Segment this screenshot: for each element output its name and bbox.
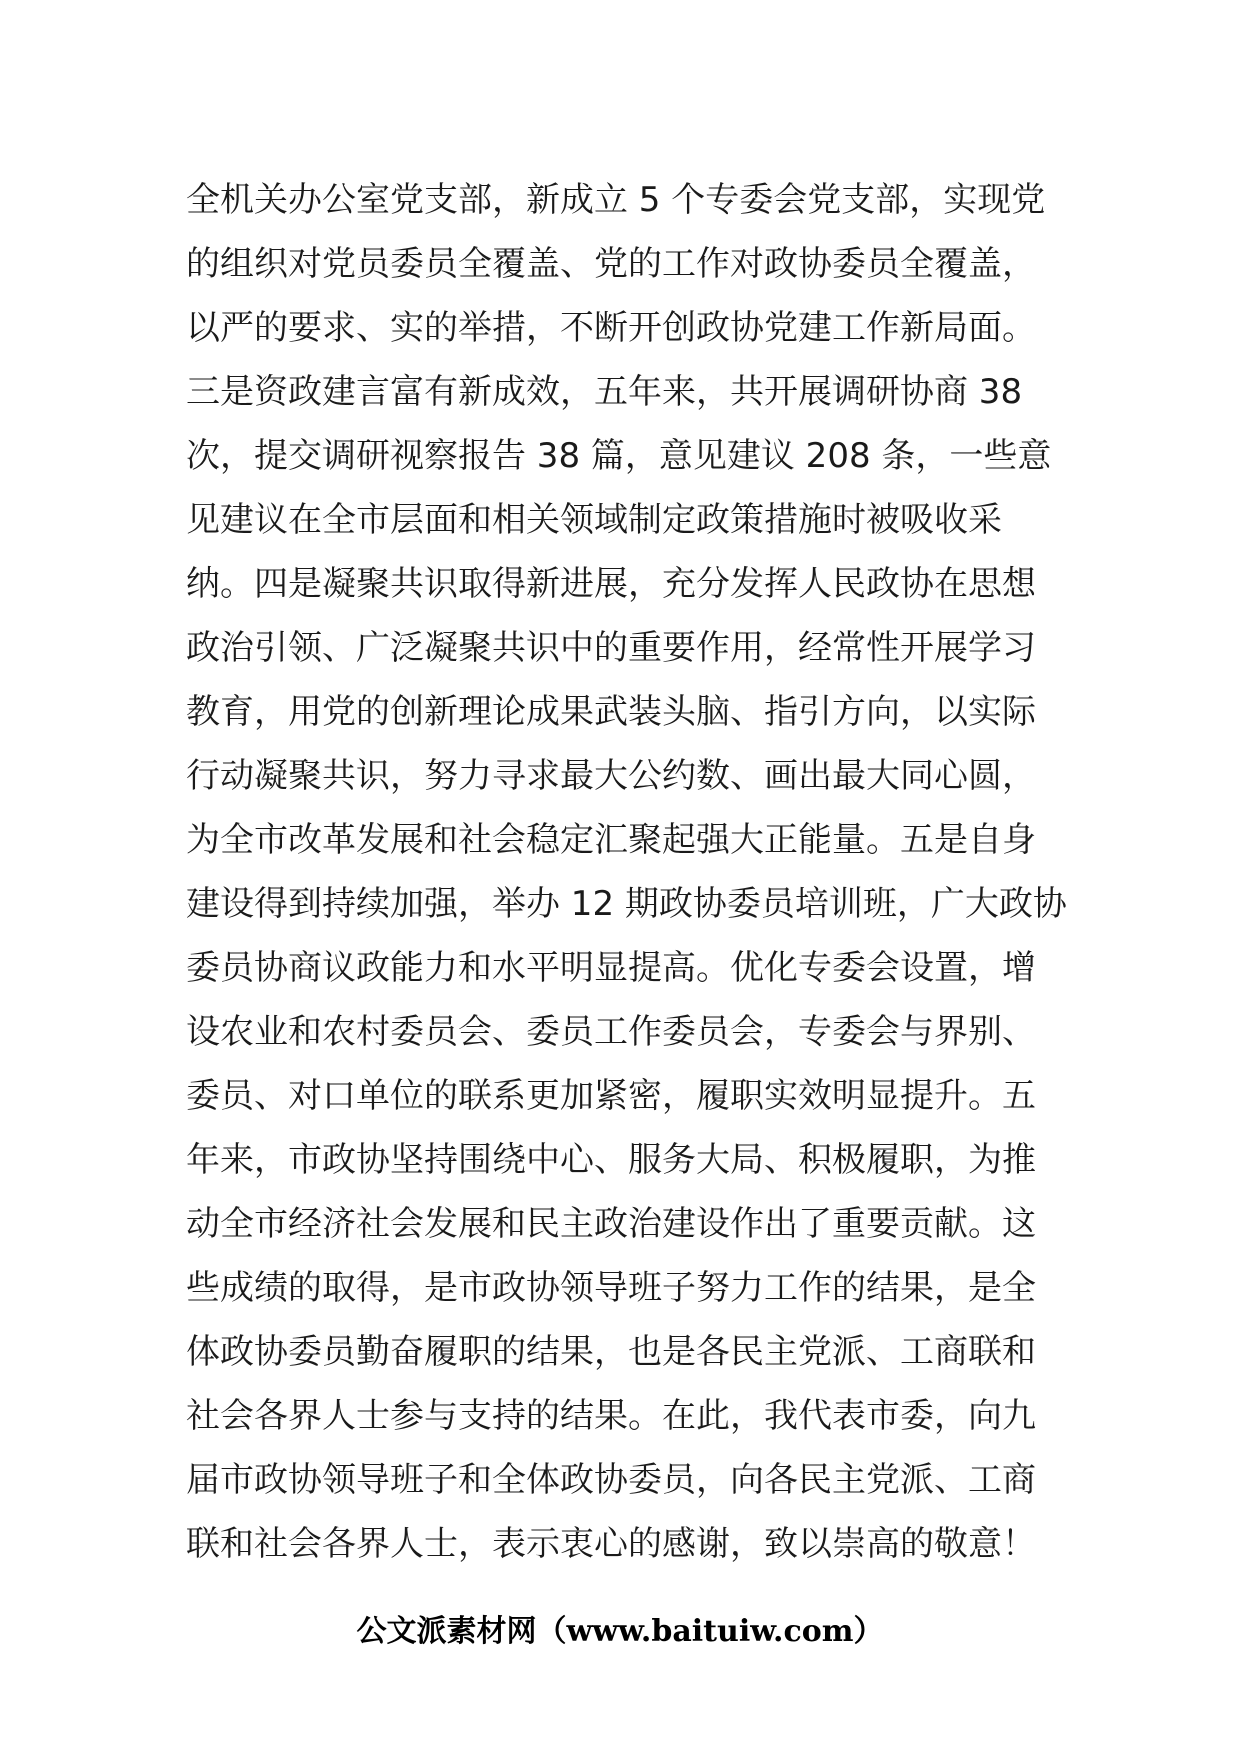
- text-line: 届市政协领导班子和全体政协委员，向各民主党派、工商: [186, 1460, 1036, 1500]
- text-line: 以严的要求、实的举措，不断开创政协党建工作新局面。: [186, 308, 1036, 348]
- text-line: 政治引领、广泛凝聚共识中的重要作用，经常性开展学习: [186, 628, 1036, 668]
- text-line: 次，提交调研视察报告 38 篇，意见建议 208 条，一些意: [186, 436, 1052, 476]
- text-line: 联和社会各界人士，表示衷心的感谢，致以崇高的敬意！: [186, 1524, 1036, 1564]
- text-line: 设农业和农村委员会、委员工作委员会，专委会与界别、: [186, 1012, 1036, 1052]
- text-line: 三是资政建言富有新成效，五年来，共开展调研协商 38: [186, 372, 1023, 412]
- text-line: 委员、对口单位的联系更加紧密，履职实效明显提升。五: [186, 1076, 1036, 1116]
- text-line: 纳。四是凝聚共识取得新进展，充分发挥人民政协在思想: [186, 564, 1036, 604]
- text-line: 的组织对党员委员全覆盖、党的工作对政协委员全覆盖，: [186, 244, 1036, 284]
- text-line: 些成绩的取得，是市政协领导班子努力工作的结果，是全: [186, 1268, 1036, 1308]
- text-line: 见建议在全市层面和相关领域制定政策措施时被吸收采: [186, 500, 1002, 540]
- text-line: 全机关办公室党支部，新成立 5 个专委会党支部，实现党: [186, 180, 1046, 220]
- text-line: 体政协委员勤奋履职的结果，也是各民主党派、工商联和: [186, 1332, 1036, 1372]
- text-line: 年来，市政协坚持围绕中心、服务大局、积极履职，为推: [186, 1140, 1036, 1180]
- text-line: 教育，用党的创新理论成果武装头脑、指引方向，以实际: [186, 692, 1036, 732]
- text-line: 建设得到持续加强，举办 12 期政协委员培训班，广大政协: [186, 884, 1067, 924]
- text-line: 委员协商议政能力和水平明显提高。优化专委会设置，增: [186, 948, 1036, 988]
- text-line: 社会各界人士参与支持的结果。在此，我代表市委，向九: [186, 1396, 1036, 1436]
- body-paragraph: [186, 168, 1066, 1576]
- text-line: 动全市经济社会发展和民主政治建设作出了重要贡献。这: [186, 1204, 1036, 1244]
- text-line: 为全市改革发展和社会稳定汇聚起强大正能量。五是自身: [186, 820, 1036, 860]
- source-footer: 公文派素材网（www.baituiw.com）: [356, 1614, 884, 1649]
- text-line: 行动凝聚共识，努力寻求最大公约数、画出最大同心圆，: [186, 756, 1036, 796]
